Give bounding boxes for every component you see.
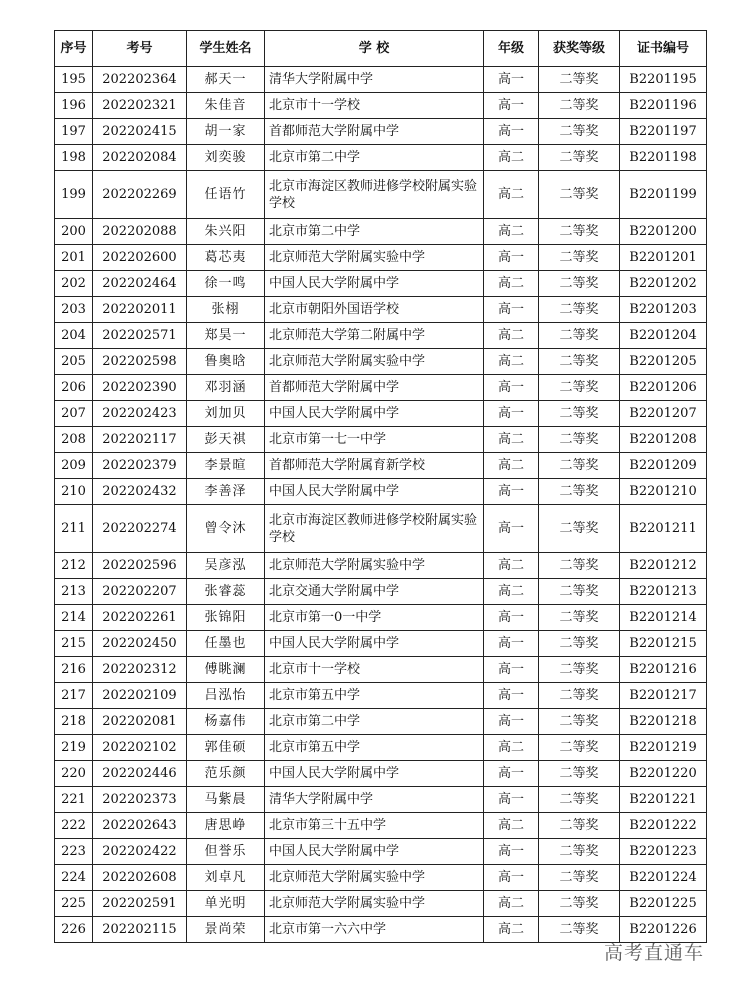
cell-grade: 高二 — [484, 891, 539, 917]
cell-seq: 219 — [55, 735, 93, 761]
cell-certificate-no: B2201226 — [620, 917, 707, 943]
header-certificate-no: 证书编号 — [620, 31, 707, 67]
cell-school: 北京市第五中学 — [265, 735, 484, 761]
cell-exam-no: 202202102 — [93, 735, 187, 761]
cell-student-name: 任语竹 — [187, 171, 265, 219]
cell-award-level: 二等奖 — [539, 453, 620, 479]
cell-grade: 高一 — [484, 505, 539, 553]
watermark-text: 高考直通车 — [604, 942, 705, 964]
table-row — [55, 657, 707, 683]
cell-grade: 高二 — [484, 271, 539, 297]
cell-award-level: 二等奖 — [539, 427, 620, 453]
cell-certificate-no: B2201212 — [620, 553, 707, 579]
cell-school: 中国人民大学附属中学 — [265, 401, 484, 427]
cell-award-level: 二等奖 — [539, 605, 620, 631]
cell-award-level: 二等奖 — [539, 375, 620, 401]
cell-school: 首都师范大学附属中学 — [265, 375, 484, 401]
cell-grade: 高一 — [484, 119, 539, 145]
cell-seq: 201 — [55, 245, 93, 271]
cell-student-name: 曾令沐 — [187, 505, 265, 553]
cell-exam-no: 202202571 — [93, 323, 187, 349]
cell-seq: 216 — [55, 657, 93, 683]
header-student-name: 学生姓名 — [187, 31, 265, 67]
cell-seq: 200 — [55, 219, 93, 245]
cell-grade: 高一 — [484, 787, 539, 813]
cell-grade: 高二 — [484, 553, 539, 579]
cell-student-name: 唐思峥 — [187, 813, 265, 839]
cell-grade: 高一 — [484, 631, 539, 657]
header-school: 学 校 — [265, 31, 484, 67]
cell-student-name: 吴彦泓 — [187, 553, 265, 579]
table-row — [55, 93, 707, 119]
cell-school: 清华大学附属中学 — [265, 787, 484, 813]
cell-school: 中国人民大学附属中学 — [265, 479, 484, 505]
cell-exam-no: 202202432 — [93, 479, 187, 505]
cell-certificate-no: B2201208 — [620, 427, 707, 453]
cell-certificate-no: B2201199 — [620, 171, 707, 219]
cell-seq: 208 — [55, 427, 93, 453]
cell-certificate-no: B2201216 — [620, 657, 707, 683]
cell-grade: 高二 — [484, 145, 539, 171]
cell-student-name: 彭天祺 — [187, 427, 265, 453]
cell-certificate-no: B2201211 — [620, 505, 707, 553]
cell-exam-no: 202202450 — [93, 631, 187, 657]
cell-student-name: 李景暄 — [187, 453, 265, 479]
table-row — [55, 119, 707, 145]
cell-certificate-no: B2201198 — [620, 145, 707, 171]
cell-award-level: 二等奖 — [539, 297, 620, 323]
cell-exam-no: 202202390 — [93, 375, 187, 401]
cell-student-name: 郑昊一 — [187, 323, 265, 349]
header-exam-no: 考号 — [93, 31, 187, 67]
cell-exam-no: 202202109 — [93, 683, 187, 709]
cell-student-name: 吕泓怡 — [187, 683, 265, 709]
cell-certificate-no: B2201196 — [620, 93, 707, 119]
cell-student-name: 范乐颜 — [187, 761, 265, 787]
cell-seq: 222 — [55, 813, 93, 839]
cell-certificate-no: B2201219 — [620, 735, 707, 761]
cell-student-name: 刘卓凡 — [187, 865, 265, 891]
cell-student-name: 郝天一 — [187, 67, 265, 93]
table-row — [55, 479, 707, 505]
cell-exam-no: 202202422 — [93, 839, 187, 865]
cell-exam-no: 202202373 — [93, 787, 187, 813]
cell-student-name: 景尚荣 — [187, 917, 265, 943]
cell-school: 清华大学附属中学 — [265, 67, 484, 93]
table-row — [55, 865, 707, 891]
cell-school: 北京市十一学校 — [265, 657, 484, 683]
table-row — [55, 839, 707, 865]
cell-award-level: 二等奖 — [539, 171, 620, 219]
cell-grade: 高一 — [484, 761, 539, 787]
cell-exam-no: 202202415 — [93, 119, 187, 145]
cell-seq: 212 — [55, 553, 93, 579]
cell-certificate-no: B2201207 — [620, 401, 707, 427]
cell-certificate-no: B2201214 — [620, 605, 707, 631]
cell-award-level: 二等奖 — [539, 917, 620, 943]
cell-student-name: 但誉乐 — [187, 839, 265, 865]
cell-award-level: 二等奖 — [539, 735, 620, 761]
cell-seq: 221 — [55, 787, 93, 813]
cell-award-level: 二等奖 — [539, 865, 620, 891]
cell-student-name: 徐一鸣 — [187, 271, 265, 297]
cell-exam-no: 202202261 — [93, 605, 187, 631]
cell-award-level: 二等奖 — [539, 67, 620, 93]
cell-certificate-no: B2201225 — [620, 891, 707, 917]
cell-grade: 高一 — [484, 297, 539, 323]
cell-student-name: 刘加贝 — [187, 401, 265, 427]
cell-award-level: 二等奖 — [539, 505, 620, 553]
cell-exam-no: 202202115 — [93, 917, 187, 943]
cell-school: 北京市第五中学 — [265, 683, 484, 709]
cell-student-name: 刘奕骏 — [187, 145, 265, 171]
cell-grade: 高二 — [484, 219, 539, 245]
header-seq: 序号 — [55, 31, 93, 67]
cell-grade: 高一 — [484, 839, 539, 865]
table-header-row — [55, 31, 707, 67]
cell-certificate-no: B2201221 — [620, 787, 707, 813]
cell-certificate-no: B2201222 — [620, 813, 707, 839]
cell-student-name: 胡一家 — [187, 119, 265, 145]
cell-certificate-no: B2201217 — [620, 683, 707, 709]
cell-award-level: 二等奖 — [539, 709, 620, 735]
cell-grade: 高二 — [484, 349, 539, 375]
cell-certificate-no: B2201210 — [620, 479, 707, 505]
cell-student-name: 朱佳音 — [187, 93, 265, 119]
cell-seq: 195 — [55, 67, 93, 93]
cell-award-level: 二等奖 — [539, 245, 620, 271]
cell-school: 北京师范大学附属实验中学 — [265, 891, 484, 917]
table-row — [55, 453, 707, 479]
cell-exam-no: 202202321 — [93, 93, 187, 119]
cell-certificate-no: B2201223 — [620, 839, 707, 865]
cell-seq: 226 — [55, 917, 93, 943]
cell-seq: 218 — [55, 709, 93, 735]
table-row — [55, 553, 707, 579]
cell-grade: 高一 — [484, 67, 539, 93]
cell-certificate-no: B2201200 — [620, 219, 707, 245]
cell-grade: 高一 — [484, 605, 539, 631]
cell-exam-no: 202202446 — [93, 761, 187, 787]
table-row — [55, 297, 707, 323]
cell-exam-no: 202202011 — [93, 297, 187, 323]
cell-school: 北京市第一七一中学 — [265, 427, 484, 453]
cell-award-level: 二等奖 — [539, 479, 620, 505]
cell-student-name: 张睿蕊 — [187, 579, 265, 605]
cell-seq: 213 — [55, 579, 93, 605]
cell-exam-no: 202202423 — [93, 401, 187, 427]
cell-award-level: 二等奖 — [539, 683, 620, 709]
table-row — [55, 271, 707, 297]
table-row — [55, 375, 707, 401]
cell-exam-no: 202202312 — [93, 657, 187, 683]
cell-exam-no: 202202608 — [93, 865, 187, 891]
cell-certificate-no: B2201205 — [620, 349, 707, 375]
cell-grade: 高一 — [484, 93, 539, 119]
cell-seq: 199 — [55, 171, 93, 219]
award-roster-table — [54, 30, 707, 943]
cell-award-level: 二等奖 — [539, 219, 620, 245]
cell-exam-no: 202202464 — [93, 271, 187, 297]
cell-grade: 高二 — [484, 453, 539, 479]
cell-student-name: 葛芯夷 — [187, 245, 265, 271]
cell-award-level: 二等奖 — [539, 579, 620, 605]
cell-school: 北京市第一六六中学 — [265, 917, 484, 943]
cell-student-name: 傅眺澜 — [187, 657, 265, 683]
cell-certificate-no: B2201224 — [620, 865, 707, 891]
cell-award-level: 二等奖 — [539, 761, 620, 787]
cell-seq: 205 — [55, 349, 93, 375]
table-row — [55, 145, 707, 171]
cell-student-name: 单光明 — [187, 891, 265, 917]
cell-seq: 214 — [55, 605, 93, 631]
cell-student-name: 张锦阳 — [187, 605, 265, 631]
cell-school: 北京市第二中学 — [265, 145, 484, 171]
cell-seq: 215 — [55, 631, 93, 657]
cell-seq: 224 — [55, 865, 93, 891]
cell-certificate-no: B2201218 — [620, 709, 707, 735]
cell-grade: 高二 — [484, 579, 539, 605]
cell-exam-no: 202202084 — [93, 145, 187, 171]
cell-certificate-no: B2201213 — [620, 579, 707, 605]
cell-exam-no: 202202081 — [93, 709, 187, 735]
cell-exam-no: 202202591 — [93, 891, 187, 917]
table-row — [55, 683, 707, 709]
cell-exam-no: 202202643 — [93, 813, 187, 839]
table-row — [55, 631, 707, 657]
cell-award-level: 二等奖 — [539, 271, 620, 297]
cell-award-level: 二等奖 — [539, 323, 620, 349]
cell-grade: 高二 — [484, 917, 539, 943]
cell-student-name: 鲁奥晗 — [187, 349, 265, 375]
table-row — [55, 427, 707, 453]
cell-award-level: 二等奖 — [539, 349, 620, 375]
cell-award-level: 二等奖 — [539, 891, 620, 917]
cell-school: 北京师范大学附属实验中学 — [265, 245, 484, 271]
cell-certificate-no: B2201215 — [620, 631, 707, 657]
cell-seq: 202 — [55, 271, 93, 297]
cell-exam-no: 202202269 — [93, 171, 187, 219]
cell-award-level: 二等奖 — [539, 839, 620, 865]
table-row — [55, 709, 707, 735]
cell-seq: 198 — [55, 145, 93, 171]
cell-student-name: 邓羽涵 — [187, 375, 265, 401]
cell-grade: 高二 — [484, 735, 539, 761]
cell-school: 北京师范大学附属实验中学 — [265, 553, 484, 579]
cell-school: 中国人民大学附属中学 — [265, 271, 484, 297]
cell-exam-no: 202202600 — [93, 245, 187, 271]
cell-exam-no: 202202364 — [93, 67, 187, 93]
table-body — [55, 67, 707, 943]
cell-school: 北京市第二中学 — [265, 219, 484, 245]
header-award-level: 获奖等级 — [539, 31, 620, 67]
table-row — [55, 323, 707, 349]
table-row — [55, 349, 707, 375]
cell-grade: 高二 — [484, 171, 539, 219]
cell-grade: 高二 — [484, 323, 539, 349]
table-row — [55, 401, 707, 427]
cell-seq: 206 — [55, 375, 93, 401]
table-row — [55, 761, 707, 787]
cell-certificate-no: B2201202 — [620, 271, 707, 297]
cell-school: 北京师范大学附属实验中学 — [265, 349, 484, 375]
cell-grade: 高一 — [484, 683, 539, 709]
table-row — [55, 67, 707, 93]
cell-school: 北京市海淀区教师进修学校附属实验学校 — [265, 171, 484, 219]
cell-school: 北京市朝阳外国语学校 — [265, 297, 484, 323]
cell-exam-no: 202202117 — [93, 427, 187, 453]
cell-exam-no: 202202598 — [93, 349, 187, 375]
table-row — [55, 891, 707, 917]
cell-grade: 高一 — [484, 479, 539, 505]
table-row — [55, 579, 707, 605]
cell-student-name: 任墨也 — [187, 631, 265, 657]
cell-seq: 223 — [55, 839, 93, 865]
cell-exam-no: 202202088 — [93, 219, 187, 245]
cell-award-level: 二等奖 — [539, 93, 620, 119]
cell-student-name: 朱兴阳 — [187, 219, 265, 245]
cell-certificate-no: B2201220 — [620, 761, 707, 787]
cell-seq: 220 — [55, 761, 93, 787]
cell-seq: 196 — [55, 93, 93, 119]
cell-school: 北京市第二中学 — [265, 709, 484, 735]
cell-certificate-no: B2201195 — [620, 67, 707, 93]
cell-grade: 高一 — [484, 401, 539, 427]
cell-school: 北京师范大学附属实验中学 — [265, 865, 484, 891]
cell-exam-no: 202202379 — [93, 453, 187, 479]
cell-grade: 高一 — [484, 865, 539, 891]
cell-student-name: 郭佳硕 — [187, 735, 265, 761]
cell-grade: 高二 — [484, 813, 539, 839]
cell-award-level: 二等奖 — [539, 787, 620, 813]
cell-seq: 204 — [55, 323, 93, 349]
cell-certificate-no: B2201203 — [620, 297, 707, 323]
table-row — [55, 787, 707, 813]
cell-school: 北京市海淀区教师进修学校附属实验学校 — [265, 505, 484, 553]
cell-grade: 高一 — [484, 657, 539, 683]
cell-seq: 209 — [55, 453, 93, 479]
cell-award-level: 二等奖 — [539, 119, 620, 145]
cell-grade: 高一 — [484, 375, 539, 401]
table-row — [55, 171, 707, 219]
table-row — [55, 813, 707, 839]
cell-student-name: 张栩 — [187, 297, 265, 323]
table-row — [55, 505, 707, 553]
cell-seq: 225 — [55, 891, 93, 917]
cell-school: 首都师范大学附属育新学校 — [265, 453, 484, 479]
cell-exam-no: 202202274 — [93, 505, 187, 553]
cell-certificate-no: B2201204 — [620, 323, 707, 349]
cell-grade: 高一 — [484, 245, 539, 271]
cell-school: 北京市第三十五中学 — [265, 813, 484, 839]
cell-school: 中国人民大学附属中学 — [265, 839, 484, 865]
cell-seq: 210 — [55, 479, 93, 505]
cell-award-level: 二等奖 — [539, 145, 620, 171]
cell-school: 中国人民大学附属中学 — [265, 631, 484, 657]
cell-seq: 211 — [55, 505, 93, 553]
cell-grade: 高二 — [484, 427, 539, 453]
cell-school: 北京交通大学附属中学 — [265, 579, 484, 605]
cell-award-level: 二等奖 — [539, 553, 620, 579]
table-row — [55, 245, 707, 271]
table-row — [55, 605, 707, 631]
cell-certificate-no: B2201201 — [620, 245, 707, 271]
cell-student-name: 杨嘉伟 — [187, 709, 265, 735]
header-grade: 年级 — [484, 31, 539, 67]
cell-seq: 217 — [55, 683, 93, 709]
cell-exam-no: 202202207 — [93, 579, 187, 605]
table-row — [55, 219, 707, 245]
cell-student-name: 李善泽 — [187, 479, 265, 505]
cell-grade: 高一 — [484, 709, 539, 735]
cell-school: 北京师范大学第二附属中学 — [265, 323, 484, 349]
cell-school: 北京市十一学校 — [265, 93, 484, 119]
cell-award-level: 二等奖 — [539, 657, 620, 683]
cell-school: 北京市第一0一中学 — [265, 605, 484, 631]
cell-award-level: 二等奖 — [539, 631, 620, 657]
cell-certificate-no: B2201206 — [620, 375, 707, 401]
cell-certificate-no: B2201197 — [620, 119, 707, 145]
cell-seq: 207 — [55, 401, 93, 427]
cell-award-level: 二等奖 — [539, 813, 620, 839]
cell-student-name: 马紫晨 — [187, 787, 265, 813]
cell-certificate-no: B2201209 — [620, 453, 707, 479]
cell-exam-no: 202202596 — [93, 553, 187, 579]
cell-seq: 197 — [55, 119, 93, 145]
table-row — [55, 735, 707, 761]
cell-award-level: 二等奖 — [539, 401, 620, 427]
cell-school: 中国人民大学附属中学 — [265, 761, 484, 787]
cell-seq: 203 — [55, 297, 93, 323]
cell-school: 首都师范大学附属中学 — [265, 119, 484, 145]
